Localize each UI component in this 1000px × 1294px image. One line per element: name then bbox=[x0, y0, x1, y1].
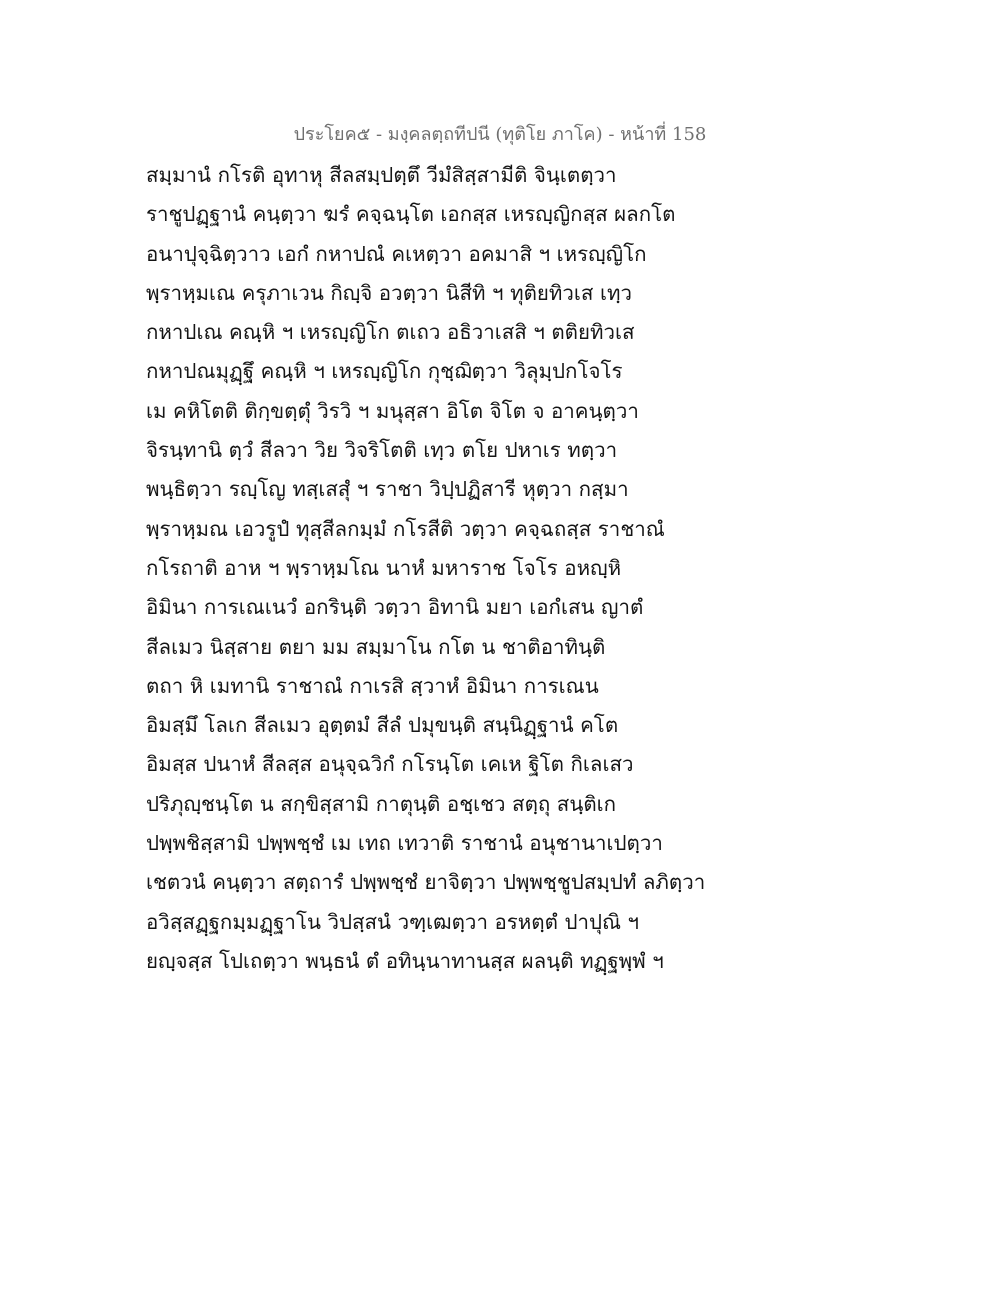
text-line-5: กหาปเณ คณฺหิ ฯ เหรญฺญิโก ตเถว อธิวาเสสิ ฯ ตติยทิวเส bbox=[146, 320, 635, 345]
text-line-19: เชตวนํ คนฺตฺวา สตฺถารํ ปพฺพชฺชํ ยาจิตฺวา ปพฺพชฺชูปสมฺปทํ ลภิตฺวา bbox=[146, 870, 706, 895]
text-line-7: เม คหิโตติ ติกฺขตฺตุํ วิรวิ ฯ มนุสฺสา อิโต จิโต จ อาคนฺตฺวา bbox=[146, 398, 639, 423]
text-line-20: อวิสฺสฏฺฐกมฺมฏฺฐาโน วิปสฺสนํ วฑฺเฒตฺวา อรหตฺตํ ปาปุณิ ฯ bbox=[146, 909, 640, 934]
text-line-16: อิมสฺส ปนาหํ สีลสฺส อนุจฺฉวิกํ กโรนฺโต เคเห ฐิโต กิเลเสว bbox=[146, 752, 634, 777]
text-line-4: พฺราหฺมเณ ครุภาเวน กิญฺจิ อวตฺวา นิสีทิ ฯ ทุติยทิวเส เทฺว bbox=[146, 280, 632, 305]
text-line-21: ยญฺจสฺส โปเถตฺวา พนฺธนํ ตํ อทินฺนาทานสฺส ผลนฺติ ทฏฺฐพฺพํ ฯ bbox=[146, 948, 664, 973]
text-line-15: อิมสฺมึ โลเก สีลเมว อุตฺตมํ สีลํ ปมุขนฺติ สนฺนิฏฺฐานํ คโต bbox=[146, 713, 619, 738]
text-line-11: กโรถาติ อาห ฯ พฺราหฺมโณ นาหํ มหาราช โจโร อหญฺหิ bbox=[146, 555, 622, 580]
text-line-1: สมฺมานํ กโรติ อุทาหุ สีลสมฺปตฺตึ วีมํสิสฺสามีติ จินฺเตตฺวา bbox=[146, 163, 617, 187]
text-line-14: ตถา หิ เมทานิ ราชาณํ กาเรสิ สฺวาหํ อิมินา การเณน bbox=[146, 673, 599, 698]
text-line-10: พฺราหฺมณ เอวรูปํ ทุสฺสีลกมฺมํ กโรสีติ วตฺวา คจฺฉถสฺส ราชาณํ bbox=[146, 516, 665, 541]
text-line-6: กหาปณมุฏฺฐึ คณฺหิ ฯ เหรญฺญิโก กุชฺฌิตฺวา วิลุมฺปกโจโร bbox=[146, 359, 623, 384]
text-line-3: อนาปุจฺฉิตฺวาว เอกํ กหาปณํ คเหตฺวา อคมาสิ ฯ เหรญฺญิโก bbox=[146, 241, 647, 266]
text-line-8: จิรนฺทานิ ตฺวํ สีลวา วิย วิจริโตติ เทฺว ตโย ปหาเร ทตฺวา bbox=[146, 438, 618, 463]
running-header bbox=[0, 122, 1000, 148]
text-line-13: สีลเมว นิสฺสาย ตยา มม สมฺมาโน กโต น ชาติอาทินฺติ bbox=[146, 634, 606, 659]
body-text bbox=[146, 156, 866, 981]
running-header-text: ประโยค๕ - มงฺคลตฺถทีปนี (ทุติโย ภาโค) - หน้าที่ 158 bbox=[293, 124, 707, 145]
text-line-18: ปพฺพชิสฺสามิ ปพฺพชฺชํ เม เทถ เทวาติ ราชานํ อนุชานาเปตฺวา bbox=[146, 831, 663, 856]
text-line-2: ราชูปฏฺฐานํ คนฺตฺวา ฆรํ คจฺฉนฺโต เอกสฺส เหรญฺญิกสฺส ผลกโต bbox=[146, 202, 676, 227]
text-line-17: ปริภุญฺชนฺโต น สกฺขิสฺสามิ กาตุนฺติ อชฺเชว สตฺถุ สนฺติเก bbox=[146, 791, 617, 816]
text-line-9: พนฺธิตฺวา รญฺโญ ทสฺเสสุํ ฯ ราชา วิปฺปฏิสารี หุตฺวา กสฺมา bbox=[146, 477, 629, 502]
text-line-12: อิมินา การเณเนวํ อกรินฺติ วตฺวา อิทานิ มยา เอกํเสน ญาตํ bbox=[146, 595, 644, 620]
